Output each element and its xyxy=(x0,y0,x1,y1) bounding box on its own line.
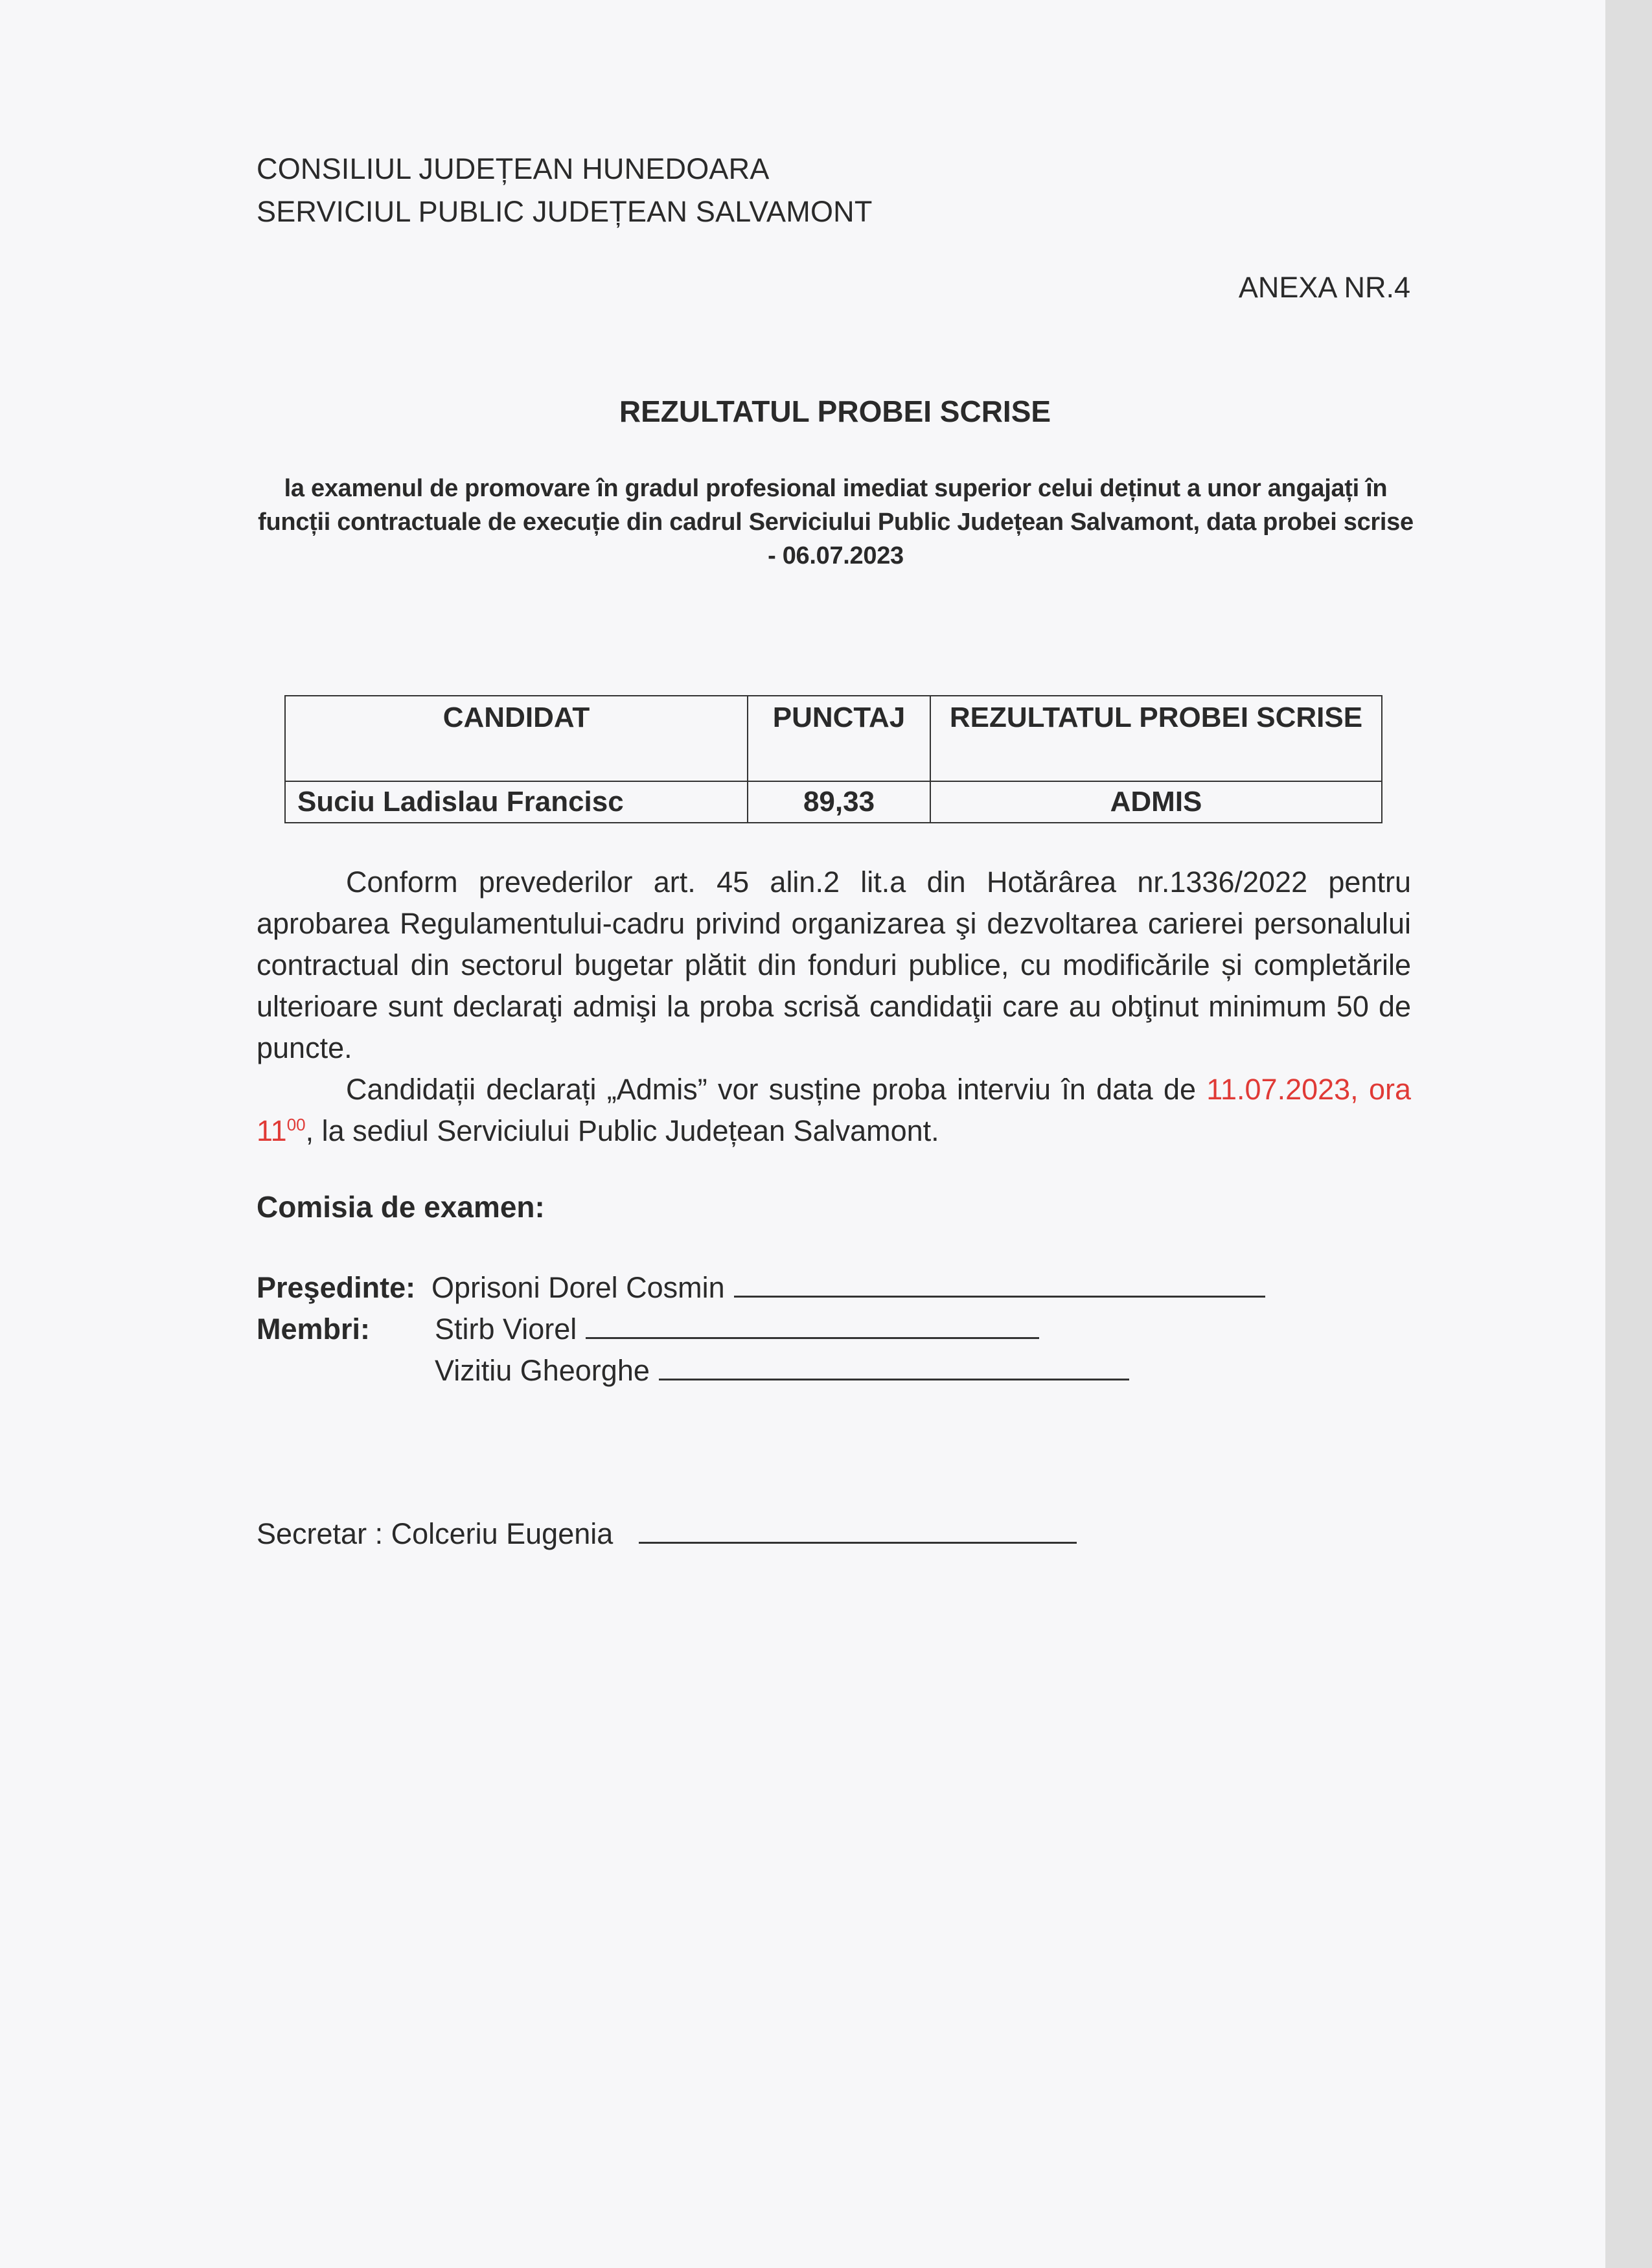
member-row xyxy=(257,1311,1039,1346)
interview-date: 11.07.2023, ora 11 xyxy=(257,1073,1411,1147)
document-subtitle: la examenul de promovare în gradul profesional imediat superior celui deținut a unor angajați în funcții contractuale de execuție din cadrul Serviciului Public Județean Salvamont, data probei scrise - 06.07.2023 xyxy=(258,475,1414,569)
candidate-name: Suciu Ladislau Francisc xyxy=(285,781,748,823)
member-signature-line xyxy=(659,1353,1129,1380)
table-header-row xyxy=(285,696,1382,781)
candidate-score: 89,33 xyxy=(748,781,930,823)
president-role: Preşedinte: xyxy=(257,1271,416,1304)
annex-number: ANEXA NR.4 xyxy=(1238,271,1410,304)
column-header-result: REZULTATUL PROBEI SCRISE xyxy=(930,696,1382,781)
interview-time-minutes: 00 xyxy=(286,1115,306,1134)
president-row xyxy=(257,1270,1265,1305)
legal-basis-paragraph: Conform prevederilor art. 45 alin.2 lit.a din Hotărârea nr.1336/2022 pentru aprobarea Regulamentului-cadru privind organizarea şi dezvoltarea carierei personalului contractual din sectorul bugetar plătit din fonduri publice, cu modificările și completările ulterioare sunt declaraţi admişi la proba scrisă candidaţii care au obţinut minimum 50 de puncte. xyxy=(257,865,1411,1064)
column-header-score: PUNCTAJ xyxy=(748,696,930,781)
member-name: Vizitiu Gheorghe xyxy=(435,1354,650,1387)
interview-text-start: Candidații declarați „Admis” vor susține proba interviu în data de xyxy=(346,1073,1207,1106)
institution-header xyxy=(257,148,873,233)
results-table xyxy=(284,695,1382,823)
body-text xyxy=(257,862,1411,1152)
secretary-name: Secretar : Colceriu Eugenia xyxy=(257,1517,614,1550)
secretary-row xyxy=(257,1516,1077,1551)
candidate-result: ADMIS xyxy=(930,781,1382,823)
interview-paragraph xyxy=(257,1069,1411,1152)
commission-title: Comisia de examen: xyxy=(257,1190,545,1224)
member-signature-line xyxy=(586,1311,1039,1339)
header-line-service: SERVICIUL PUBLIC JUDEȚEAN SALVAMONT xyxy=(257,195,873,228)
members-role: Membri: xyxy=(257,1312,371,1346)
president-name: Oprisoni Dorel Cosmin xyxy=(431,1271,725,1304)
column-header-candidate: CANDIDAT xyxy=(285,696,748,781)
interview-text-end: , la sediul Serviciului Public Județean Salvamont. xyxy=(305,1114,939,1147)
table-row xyxy=(285,781,1382,823)
member-row xyxy=(257,1353,1129,1388)
header-line-council: CONSILIUL JUDEȚEAN HUNEDOARA xyxy=(257,152,770,185)
secretary-signature-line xyxy=(639,1516,1077,1544)
member-name: Stirb Viorel xyxy=(435,1312,577,1346)
president-signature-line xyxy=(734,1270,1265,1298)
document-title: REZULTATUL PROBEI SCRISE xyxy=(619,395,1051,428)
